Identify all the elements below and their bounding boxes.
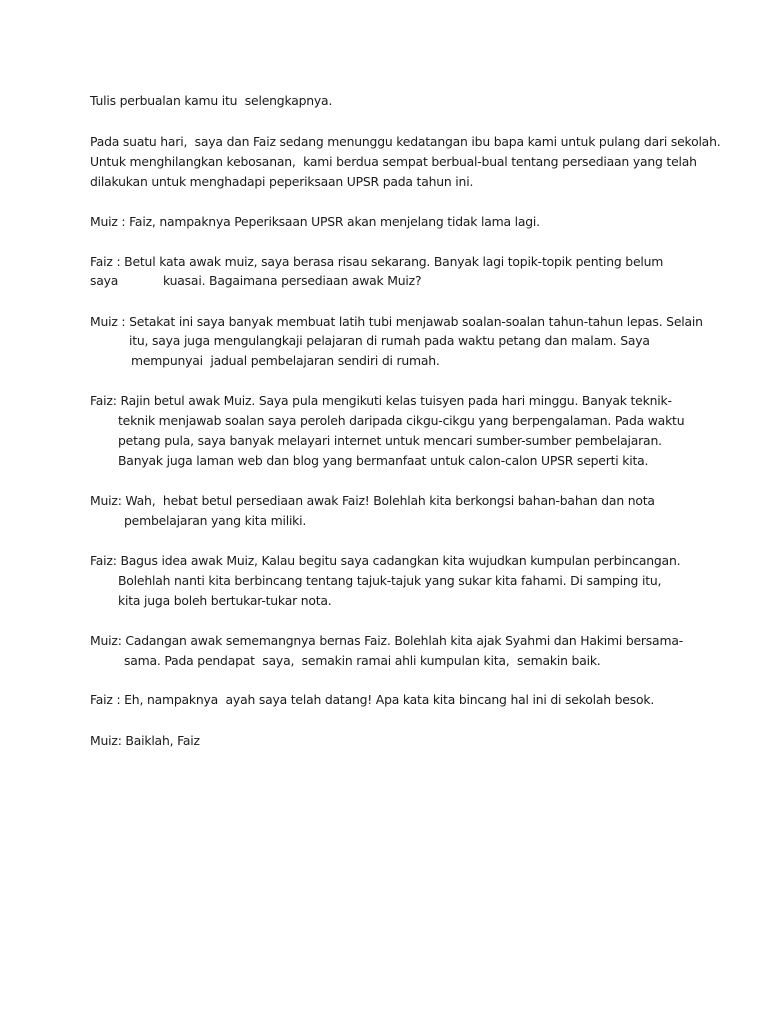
dialogue-faiz-line: Bolehlah nanti kita berbincang tentang tajuk-tajuk yang sukar kita fahami. Di samping itu,: [118, 573, 662, 588]
dialogue-faiz-line: Faiz: Rajin betul awak Muiz. Saya pula mengikuti kelas tuisyen pada hari minggu. Banyak teknik-: [90, 393, 672, 408]
dialogue-muiz-line: sama. Pada pendapat saya, semakin ramai ahli kumpulan kita, semakin baik.: [124, 653, 601, 668]
intro-line: Pada suatu hari, saya dan Faiz sedang menunggu kedatangan ibu bapa kami untuk pulang dari sekolah.: [90, 134, 721, 149]
dialogue-muiz-line: pembelajaran yang kita miliki.: [124, 513, 307, 528]
dialogue-muiz-line: mempunyai jadual pembelajaran sendiri di rumah.: [131, 353, 440, 368]
dialogue-muiz-line: Muiz: Baiklah, Faiz: [90, 733, 200, 748]
dialogue-muiz-line: Muiz : Faiz, nampaknya Peperiksaan UPSR akan menjelang tidak lama lagi.: [90, 214, 540, 229]
dialogue-faiz-line: teknik menjawab soalan saya peroleh daripada cikgu-cikgu yang berpengalaman. Pada waktu: [118, 413, 685, 428]
dialogue-muiz-line: Muiz: Wah, hebat betul persediaan awak Faiz! Bolehlah kita berkongsi bahan-bahan dan nota: [90, 493, 655, 508]
dialogue-faiz-line: kita juga boleh bertukar-tukar nota.: [118, 593, 332, 608]
dialogue-faiz-line: Faiz : Eh, nampaknya ayah saya telah datang! Apa kata kita bincang hal ini di sekolah besok.: [90, 692, 655, 707]
dialogue-muiz-line: Muiz : Setakat ini saya banyak membuat latih tubi menjawab soalan-soalan tahun-tahun lepas. Selain: [90, 314, 703, 329]
dialogue-faiz-line: Faiz : Betul kata awak muiz, saya berasa risau sekarang. Banyak lagi topik-topik penting belum: [90, 254, 664, 269]
intro-line: dilakukan untuk menghadapi peperiksaan UPSR pada tahun ini.: [90, 174, 474, 189]
instruction-text: Tulis perbualan kamu itu selengkapnya.: [90, 93, 333, 108]
dialogue-faiz-line: petang pula, saya banyak melayari internet untuk mencari sumber-sumber pembelajaran.: [118, 433, 662, 448]
intro-line: Untuk menghilangkan kebosanan, kami berdua sempat berbual-bual tentang persediaan yang telah: [90, 154, 697, 169]
dialogue-faiz-line: saya kuasai. Bagaimana persediaan awak Muiz?: [90, 273, 422, 288]
dialogue-muiz-line: itu, saya juga mengulangkaji pelajaran di rumah pada waktu petang dan malam. Saya: [129, 333, 650, 348]
dialogue-muiz-line: Muiz: Cadangan awak sememangnya bernas Faiz. Bolehlah kita ajak Syahmi dan Hakimi bersama-: [90, 633, 683, 648]
dialogue-faiz-line: Faiz: Bagus idea awak Muiz, Kalau begitu saya cadangkan kita wujudkan kumpulan perbincangan.: [90, 553, 681, 568]
dialogue-faiz-line: Banyak juga laman web dan blog yang bermanfaat untuk calon-calon UPSR seperti kita.: [118, 453, 649, 468]
